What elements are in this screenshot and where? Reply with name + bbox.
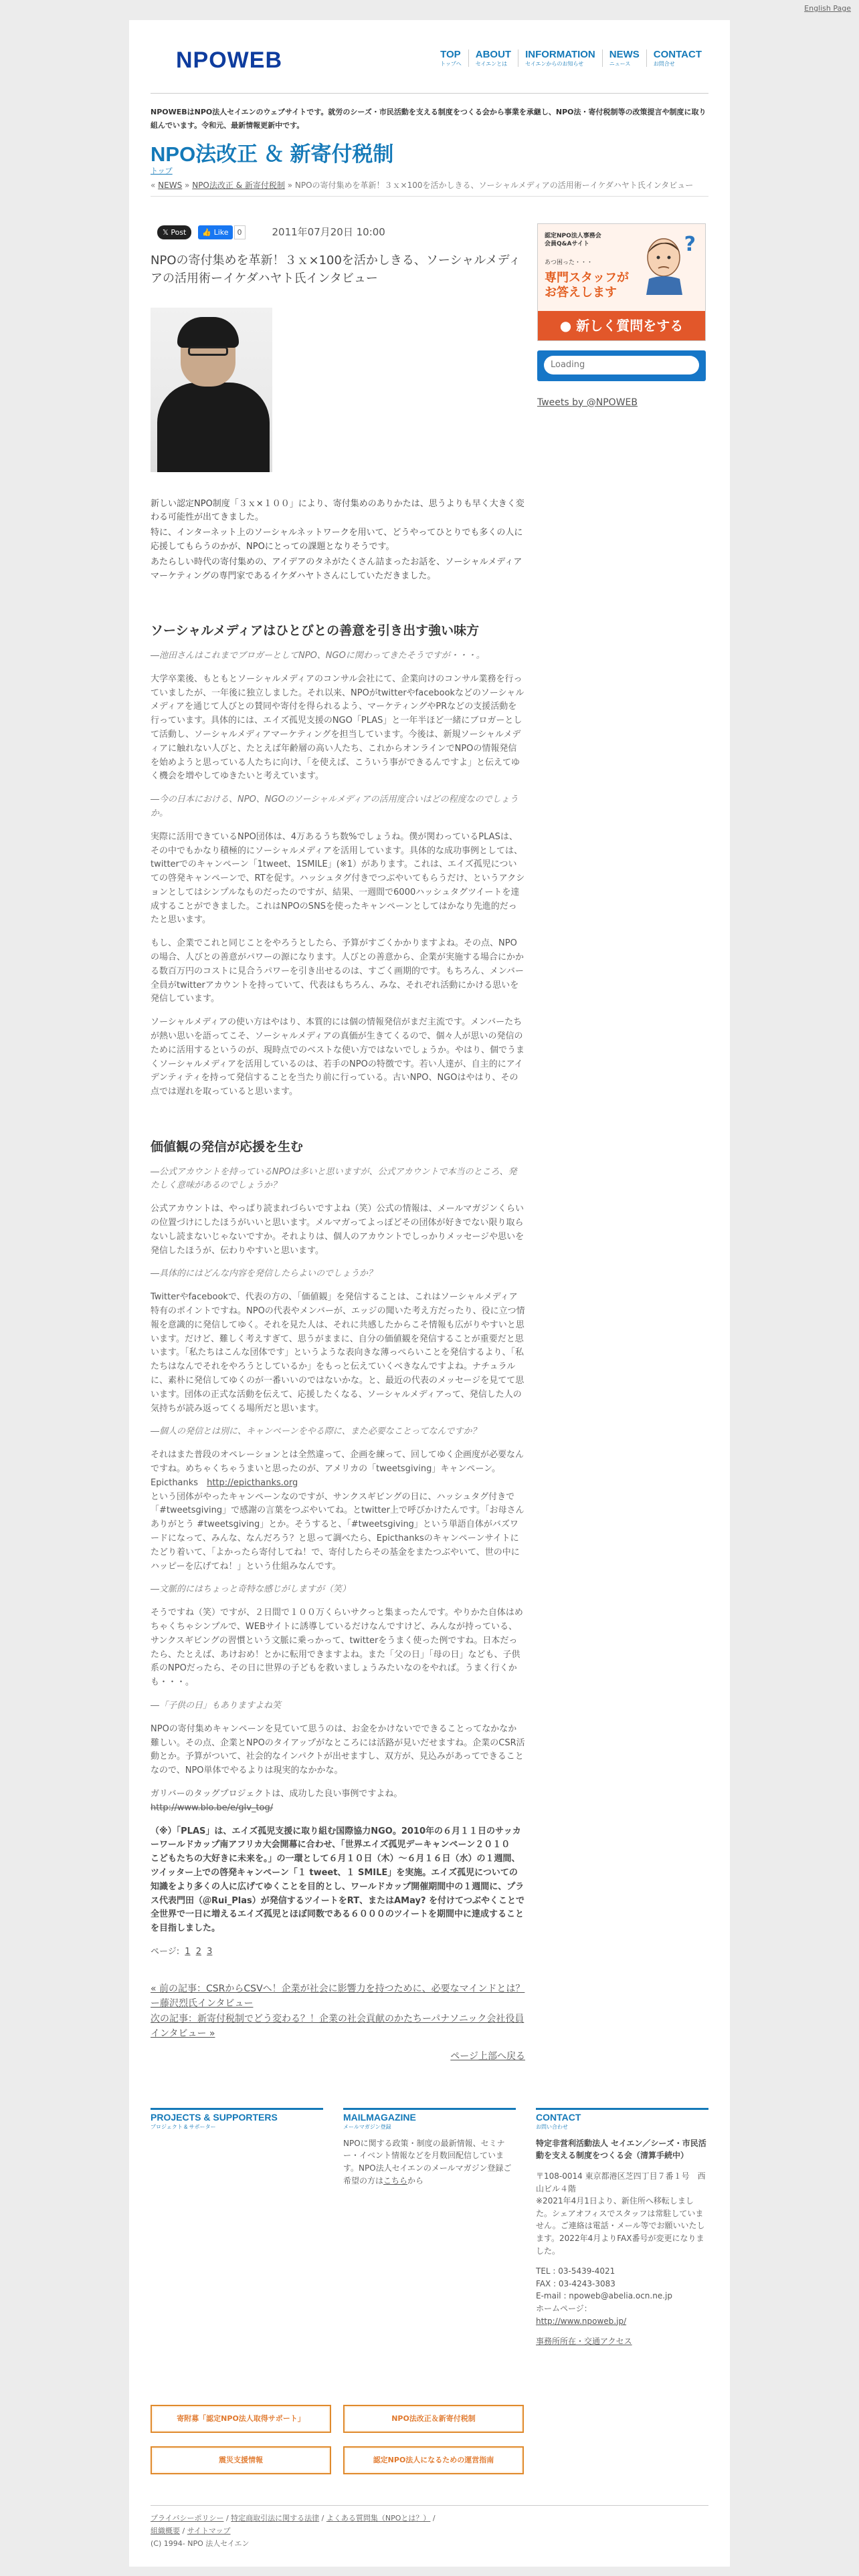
answer: ソーシャルメディアの使い方はやはり、本質的には個の情報発信がまだ主流です。メンバーたちが熱い思いを語ってこそ、ソーシャルメディアの真価が生きてくるので、個々人が思いの発信のために活用するというのが、現時点でのベストな使い方ではないでしょうか。やはり、個でうまくソーシャルメディアを活用しているのは、若手のNPOの特徴です。若い人達が、自主的にアイデンティティを持って発信することを当たり前に行っている。古いNPO、NGOはやはり、その点では遅れを取っていると思います。	[151, 1017, 525, 1097]
qa-banner[interactable]: 認定NPO法人事務会 会員Q&Aサイト あつ困った・・・ 専門スタッフが お答えします ? ● 新しく質問をする	[537, 223, 706, 341]
org-homepage-link[interactable]: http://www.npoweb.jp/	[536, 2316, 627, 2326]
footnote: （※）「PLAS」は、エイズ孤児支援に取り組む国際協力NGO。2010年の６月１１日のサッカーワールドカップ南アフリカ大会開幕に合わせ、「世界エイズ孤児デーキャンペーン２０１０ こどもたちの大好きに未来を。」の一環として６月１０日（木）～６月１６日（水）の１週間、ツイッター上での啓発キャンペーン「１ tweet、１ SMILE」を実施。エイズ孤児についての知識をより多くの人に広げてゆくことを目的とし、ワールドカップ開催期間中の１週間に、プラス代表門田（＠Rui_Plas）が発信するツイートをRT、またはAMay? を付けてつぶやくことで全世界で一日に増えるエイズ孤児とほぼ同数である６０００のツイートを期間中に達成することを目指しました。	[151, 1826, 525, 1934]
org-tel: TEL : 03-5439-4021	[536, 2266, 615, 2276]
footer-projects-title[interactable]: PROJECTS & SUPPORTERS	[151, 2112, 278, 2123]
answer: 大学卒業後、もともとソーシャルメディアのコンサル会社にて、企業向けのコンサル業務を行っていましたが、一年後に独立しました。それ以来、NPOがtwitterやfacebookなどのソーシャルメディアを通じて人びとの賛同や寄付を得られるよう、マーケティングやPRなどの支援活動を行っています。具体的には、エイズ孤児支援のNGO「PLAS」と一年半ほど一緒にブロガーとして活動し、ソーシャルメディアマーケティングを担当しています。今後は、新規ソーシャルメディアに触れない人びと、たとえば年齢層の高い人たち、これからオンラインでNPOの情報発信を始めようと思っている人たちに向け、「を使えば、こういう事ができるんですよ」と伝えてゆく機会を増やしてゆきたいと考えています。	[151, 673, 524, 782]
nav-about[interactable]: ABOUT セイエンとは	[468, 49, 518, 67]
prev-article-link[interactable]: « 前の記事：CSRからCSVへ！企業が社会に影響力を持つために、必要なマインドとは？ー藤沢烈氏インタビュー	[151, 1983, 525, 2010]
copyright: (C) 1994- NPO 法人セイエン	[151, 2539, 250, 2548]
section-heading-2: 価値観の発信が応援を生む	[151, 1140, 304, 1155]
privacy-policy-link[interactable]: プライバシーポリシー	[151, 2514, 224, 2523]
search-box	[537, 350, 706, 381]
new-question-button[interactable]: ● 新しく質問をする	[538, 311, 705, 340]
footer-contact-title[interactable]: CONTACT	[536, 2112, 581, 2123]
organization-link[interactable]: 組織概要	[151, 2526, 180, 2535]
page-3-link[interactable]: 3	[207, 1946, 213, 1957]
answer: もし、企業でこれと同じことをやろうとしたら、予算がすごくかかりますよね。その点、NPOの場合、人びとの善意がパワーの源になります。人びとの善意から、企業が実施する場合にかかる数百万円のコストに見合うパワーを引き出せるのは、すごく画期的です。もちろん、メンバー全員がtwitterアカウントを持っていて、代表はもちろん、みな、それぞれ活動にかける思いを発信しています。	[151, 938, 524, 1004]
relocation-notice: ※2021年4月1日より、新住所へ移転しました。シェアオフィスでスタッフは常駐していません。ご連絡は電話・メール等でお願いいたします。2022年4月よりFAX番号が変更になりました。	[536, 2196, 705, 2256]
article	[151, 223, 525, 2064]
page-1-link[interactable]: 1	[185, 1946, 191, 1957]
section-heading-1: ソーシャルメディアはひとびとの善意を引き出す強い味方	[151, 623, 480, 639]
back-to-top-link[interactable]: ページ上部へ戻る	[450, 2050, 525, 2062]
next-article-link[interactable]: 次の記事：新寄付税制でどう変わる？！企業の社会貢献のかたちーパナソニック会社役員インタビュー »	[151, 2013, 524, 2040]
page-2-link[interactable]: 2	[195, 1946, 201, 1957]
page-container	[129, 20, 730, 2567]
breadcrumb-category[interactable]: NPO法改正 & 新寄付税制	[192, 180, 285, 190]
question: ―文脈的にはちょっと奇特な感じがしますが（笑）	[151, 1584, 351, 1595]
worried-person-icon	[641, 235, 690, 295]
question: ―「子供の日」もありますよね笑	[151, 1700, 282, 1711]
title-sub-link[interactable]: トップ	[151, 166, 173, 175]
footer-links: プライバシーポリシー / 特定商取引法に関する法律 / よくある質問集（NPOとは？） / 組織概要 / サイトマップ (C) 1994- NPO 法人セイエン	[151, 2505, 708, 2550]
twitter-timeline-link[interactable]: Tweets by @NPOWEB	[537, 397, 638, 408]
commerce-law-link[interactable]: 特定商取引法に関する法律	[231, 2514, 320, 2523]
footer-mail-title[interactable]: MAILMAGAZINE	[343, 2112, 416, 2123]
epicthanks-link[interactable]: http://epicthanks.org	[207, 1477, 298, 1488]
answer: ガリバーのタッグプロジェクトは、成功した良い事例ですよね。 http://www.blo.be/e/glv_tog/	[151, 1788, 403, 1813]
article-title: NPOの寄付集めを革新！３ｘ×100を活かしきる、ソーシャルメディアの活用術ーイケダハヤト氏インタビュー	[151, 253, 521, 286]
page-title: NPO法改正 ＆ 新寄付税制	[151, 142, 394, 166]
post-date: 2011年07月20日 10:00	[272, 225, 385, 238]
question: ―個人の発信とは別に、キャンペーンをやる際に、また必要なことってなんですか？	[151, 1426, 481, 1437]
footer-contact: CONTACT お問い合わせ 特定非営利活動法人 セイエン／シーズ・市民活動を支える制度をつくる会（清算手続中） 〒108-0014 東京都港区芝四丁目７番１号 西山ビル４階 ※2021年4月1日より、新住所へ移転しました。シェアオフィスでスタッフは常駐していません。ご連絡は電話・メール等でお願いいたします。2022年4月よりFAX番号が変更になりました。 TEL : 03-5439-4021 FAX : 03-4243-3083 E-mail : npoweb@abelia.ocn.ne.jp ホームページ： http://www.npoweb.jp/ 事務所所在・交通アクセス	[536, 2108, 708, 2347]
nav-information[interactable]: INFORMATION セイエンからのお知らせ	[518, 49, 602, 67]
org-email: E-mail : npoweb@abelia.ocn.ne.jp	[536, 2291, 672, 2301]
question-mark-icon: ?	[684, 232, 696, 256]
english-page-link[interactable]: English Page	[804, 4, 851, 13]
facebook-like-button[interactable]: 👍 Like	[198, 225, 232, 239]
prev-next-nav	[151, 1981, 525, 2042]
org-fax: FAX : 03-4243-3083	[536, 2278, 615, 2288]
breadcrumb-current: NPOの寄付集めを革新！３ｘ×100を活かしきる、ソーシャルメディアの活用術ーイケダハヤト氏インタビュー	[294, 180, 694, 190]
like-count: 0	[234, 225, 246, 239]
nav-news[interactable]: NEWS ニュース	[602, 49, 646, 67]
footer-button-npo-law[interactable]: NPO法改正＆新寄付税制	[343, 2405, 524, 2433]
lead-paragraph-3: あたらしい時代の寄付集めの、アイデアのタネがたくさん詰まったお話を、ソーシャルメディアマーケティングの専門家であるイケダハヤトさんにしていただきました。	[151, 556, 522, 581]
answer: それはまた普段のオペレーションとは全然違って、企画を練って、回してゆく企画度が必要なんですね。めちゃくちゃうまいと思ったのが、アメリカの「tweetsgiving」キャンペーン。 Epicthanks http://epicthanks.org という団体がやったキャンペーンなのですが、サンクスギビングの日に、ハッシュタグ付きで「#tweetsgiving」で感謝の言葉をつぶやいてね。とtwitter上で呼びかけたんです。「お母さんありがとう #tweetsgiving」とか。そうすると、「#tweetsgiving」という単語自体がバズワードになって、みんな、なんだろう？と思って調べたら、Epicthanksのキャンペーンサイトにたどり着いて、「よかったら寄付してね！で、寄付したらその基金をまたつぶやいて、世の中にハッピーを広げてね！」という仕組みなんです。	[151, 1450, 524, 1572]
footer-button-disaster[interactable]: 震災支援情報	[151, 2446, 331, 2474]
footer-button-certified-support[interactable]: 寄附募「認定NPO法人取得サポート」	[151, 2405, 331, 2433]
site-intro: NPOWEBはNPO法人セイエンのウェブサイトです。就労のシーズ・市民活動を支える制度をつくる会から事業を承継し、NPO法・寄付税制等の改策提言や制度に取り組んでいます。令和元、最新情報更新中です。	[151, 108, 706, 130]
x-post-button[interactable]: 𝕏 Post	[157, 225, 191, 239]
org-name: 特定非営利活動法人 セイエン／シーズ・市民活動を支える制度をつくる会（清算手続中）	[536, 2138, 706, 2161]
gulliver-link[interactable]: http://www.blo.be/e/glv_tog/	[151, 1802, 274, 1813]
question: ―公式アカウントを持っているNPOは多いと思いますが、公式アカウントで本当のところ、発たしく意味があるのでしょうか？	[151, 1166, 517, 1191]
org-address: 〒108-0014 東京都港区芝四丁目７番１号 西山ビル４階	[536, 2171, 706, 2193]
question: ―今の日本における、NPO、NGOのソーシャルメディアの活用度合いはどの程度なのでしょうか。	[151, 794, 518, 819]
sitemap-link[interactable]: サイトマップ	[187, 2526, 231, 2535]
site-footer	[151, 2108, 708, 2548]
answer: そうですね（笑）ですが、２日間で１００万くらいサクっと集まったんです。やりかた自体はめちゃくちゃシンプルで、WEBサイトに誘導しているだけなんですけど、みんなが持っている、サンクスギビングの習慣という文脈に乗っかって、twitterをうまく使った例ですね。日本だったら、たとえば、あけおめ！とかに転用できますよね。また「父の日」「母の日」なども、子供系のNPOだったら、その日に世界の子どもを救いましょうみたいなのをやれば。うまく行くかも・・・。	[151, 1608, 523, 1688]
question: ―具体的にはどんな内容を発信したらよいのでしょうか？	[151, 1269, 377, 1279]
search-input[interactable]	[544, 356, 699, 374]
footer-mailmagazine: MAILMAGAZINE メールマガジン登録 NPOに関する政策・制度の最新情報、セミナー・イベント情報などを月数回配信しています。NPO法人セイエンのメールマガジン登録ご希望の方はこちらから	[343, 2108, 516, 2187]
pagination: ページ: 1 2 3	[151, 1946, 213, 1957]
mailmagazine-link[interactable]: こちら	[383, 2175, 408, 2185]
answer: Twitterやfacebookで、代表の方の、「価値観」を発信することは、これはソーシャルメディア特有のポイントですね。NPOの代表やメンバーが、エッジの聞いた考え方だったり、役に立つ情報を意識的に発信してゆく。それを見た人は、それに共感したからこそ情報も広がりやすいと思います。だけど、難しく考えすぎて、思うがままに、自分の価値観を発信することが重要だと思います。「私たちはこんな団体です」というような表向きな薄っぺらいことを発信するより、「私たちはなんでそれをやろうとしているか」をもっと伝えていくべきなんですよね。ナチュラルに、素朴に発信してゆくのが一番いいのではないかな。と、最近の代表のメッセージを見てて思います。団体の正式な活動を伝えて、応援したくなる、ソーシャルメディアって、発信した人の気持ちが読み返ってくる場所だと思います。	[151, 1292, 525, 1414]
nav-contact[interactable]: CONTACT お問合せ	[646, 49, 708, 67]
social-bar	[151, 223, 525, 242]
answer: 実際に活用できているNPO団体は、4万あるうち数%でしょうね。僕が関わっているPLASは、その中でもかなり積極的にソーシャルメディアを活用しています。具体的な成功事例としては、twitterでのキャンペーン「1tweet、1SMILE」(※1）があります。これは、エイズ孤児についての啓発キャンペーンで、RTを促す。ハッシュタグ付きでつぶやいてもらうだけ、というアクションとしてはシンプルなものだったのですが、結果、一週間で6000ハッシュタグツイートを達成することができました。これはNPOのSNSを使ったキャンペーンとしてはかなり先進的だったと思います。	[151, 831, 525, 926]
office-access-link[interactable]: 事務所所在・交通アクセス	[536, 2337, 632, 2347]
footer-button-operation-guide[interactable]: 認定NPO法人になるための運営指南	[343, 2446, 524, 2474]
org-homepage-label: ホームページ：	[536, 2303, 592, 2313]
nav-top[interactable]: TOP トップへ	[440, 49, 462, 67]
site-header	[151, 20, 708, 94]
global-nav	[434, 49, 708, 67]
sidebar	[537, 223, 708, 411]
lead-paragraph-1: 新しい認定NPO制度「３ｘ×１００」により、寄付集めのありかたは、思うよりも早く大きく変わる可能性が出てきました。	[151, 498, 524, 523]
footer-projects: PROJECTS & SUPPORTERS プロジェクト & サポーター	[151, 2108, 323, 2131]
interviewee-photo	[151, 308, 272, 472]
answer: NPOの寄付集めキャンペーンを見ていて思うのは、お金をかけないでできることってなかなか難しい。その点、企業とNPOのタイアップがなところには活路が見いだせますね。企業のCSR活動とか。予算がついて、社会的なインパクトが出せますし、双方が、見込みがあってできることなので、NPO単体でやるよりは現実的なかかな。	[151, 1723, 525, 1776]
answer: 公式アカウントは、やっぱり読まれづらいですよね（笑）公式の情報は、メールマガジンくらいの位置づけにしたほうがいいと思います。メルマガってよっぽどその団体が好きでない限り取らないし読まないじゃないですか。それよりは、個人のアカウントでしっかりメッセージや思いを発信したほうが、伝わりやすいと思います。	[151, 1204, 524, 1256]
question: ―池田さんはこれまでブロガーとしてNPO、NGOに関わってきたそうですが・・・。	[151, 650, 485, 661]
breadcrumb: « NEWS » NPO法改正 & 新寄付税制 » NPOの寄付集めを革新！３ｘ×100を活かしきる、ソーシャルメディアの活用術ーイケダハヤト氏インタビュー	[151, 179, 708, 197]
breadcrumb-news[interactable]: NEWS	[158, 180, 183, 190]
lead-paragraph-2: 特に、インターネット上のソーシャルネットワークを用いて、どうやってひとりでも多くの人に応援してもらうのかが、NPOにとっての課題となりそうです。	[151, 528, 523, 552]
site-logo[interactable]: NPOWEB	[176, 47, 282, 73]
faq-link[interactable]: よくある質問集（NPOとは？）	[326, 2514, 431, 2523]
